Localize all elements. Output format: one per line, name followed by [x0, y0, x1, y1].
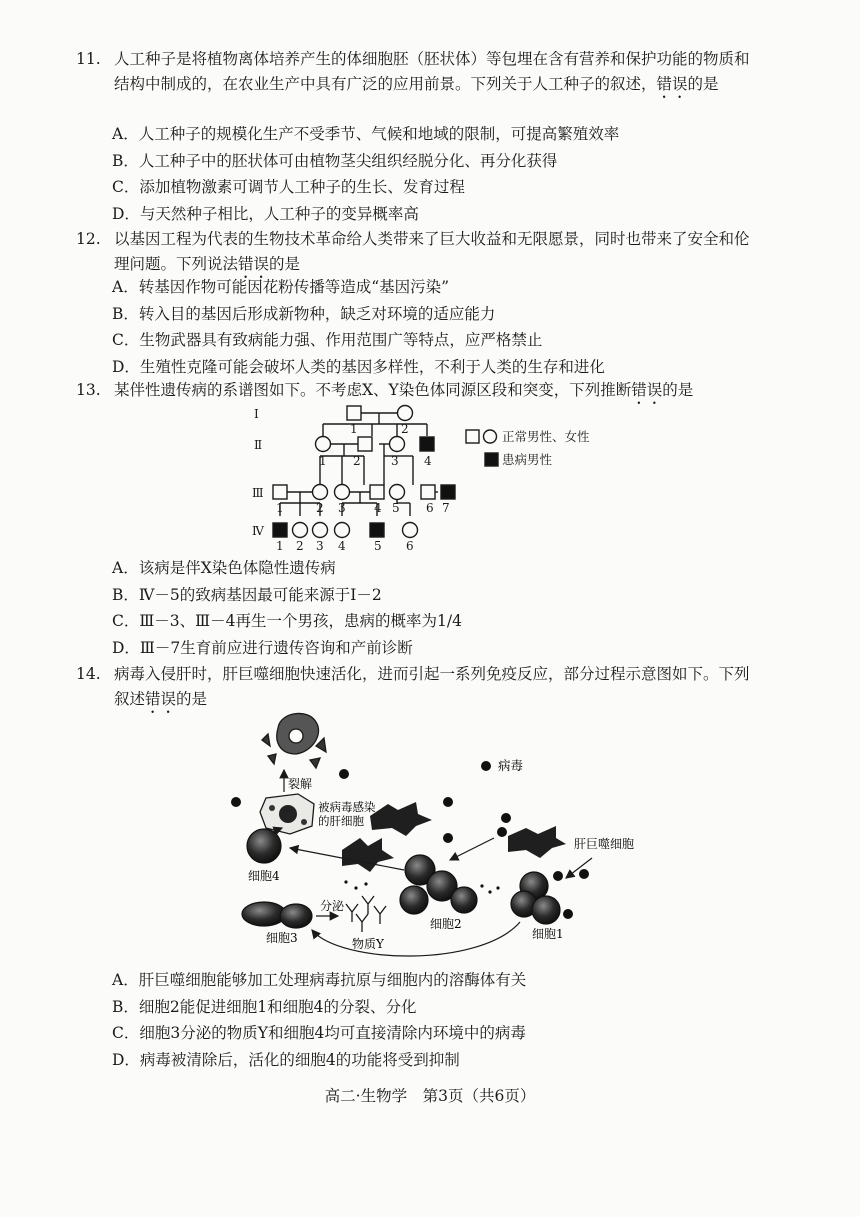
- individual-number: 2: [401, 422, 409, 436]
- individual-number: 7: [442, 501, 450, 515]
- option-c: C．生物武器具有致病能力强、作用范围广等特点，应严格禁止: [112, 331, 543, 349]
- cell-3-label: 细胞3: [266, 931, 298, 945]
- question-stem: 某伴性遗传病的系谱图如下。不考虑X、Y染色体同源区段和突变，下列推断错误的是: [114, 381, 694, 399]
- individual-number: 4: [338, 539, 346, 553]
- individual-number: 6: [406, 539, 414, 553]
- individual-number: 2: [353, 454, 361, 468]
- pedigree-female-normal: [335, 485, 350, 500]
- option-d: D．与天然种子相比，人工种子的变异概率高: [112, 204, 419, 223]
- options-11: [112, 121, 772, 227]
- pedigree-female-normal: [313, 485, 328, 500]
- generation-label: Ⅲ: [252, 486, 264, 500]
- pedigree-male-affected: [370, 523, 384, 537]
- option-b: B．细胞2能促进细胞1和细胞4的分裂、分化: [112, 997, 417, 1016]
- macrophage-cells: [342, 802, 566, 872]
- pedigree-male-affected: [273, 523, 287, 537]
- legend-affected-symbol: [485, 453, 498, 466]
- question-stem: 病毒入侵肝时，肝巨噬细胞快速活化，进而引起一系列免疫反应，部分过程示意图如下。下列叙述错误的是: [114, 665, 750, 708]
- individual-number: 4: [424, 454, 432, 468]
- pedigree-female-normal: [403, 523, 418, 538]
- option-d: D．病毒被清除后，活化的细胞4的功能将受到抑制: [112, 1050, 460, 1069]
- antibody-substance-y: [346, 896, 386, 932]
- individual-number: 3: [391, 454, 399, 468]
- pedigree-female-normal: [390, 437, 405, 452]
- individual-number: 6: [426, 501, 434, 515]
- page-footer: 高二·生物学 第3页（共6页）: [324, 1087, 536, 1105]
- option-c: C．Ⅲ－3、Ⅲ－4再生一个男孩，患病的概率为1/4: [112, 612, 462, 630]
- option-d: D．生殖性克隆可能会破坏人类的基因多样性，不利于人类的生存和进化: [112, 357, 605, 376]
- question-number: 14.: [76, 665, 101, 683]
- virus-label: 病毒: [498, 758, 524, 773]
- pedigree-male-normal: [421, 485, 435, 499]
- option-a: A．肝巨噬细胞能够加工处理病毒抗原与细胞内的溶酶体有关: [112, 971, 527, 989]
- option-b: B．人工种子中的胚状体可由植物茎尖组织经脱分化、再分化获得: [112, 151, 558, 170]
- option-d: D．Ⅲ－7生育前应进行遗传咨询和产前诊断: [112, 638, 413, 657]
- pedigree-female-normal: [390, 485, 405, 500]
- pedigree-male-affected: [441, 485, 455, 499]
- pedigree-female-normal: [316, 437, 331, 452]
- individual-number: 1: [350, 422, 358, 436]
- cell-4-label: 细胞4: [248, 869, 280, 883]
- cell-2-label: 细胞2: [430, 917, 462, 931]
- individual-number: 5: [374, 539, 382, 553]
- macrophage-label: 肝巨噬细胞: [574, 837, 635, 851]
- pedigree-female-normal: [335, 523, 350, 538]
- cell-3: [242, 902, 312, 928]
- emphasis-text: 错误: [656, 75, 688, 93]
- individual-number: 3: [316, 539, 324, 553]
- cell-1: [511, 872, 560, 924]
- secrete-label: 分泌: [320, 899, 345, 913]
- option-b: B．Ⅳ－5的致病基因最可能来源于Ⅰ－2: [112, 585, 382, 604]
- emphasis-text: 错误: [145, 690, 177, 708]
- pedigree-male-normal: [358, 437, 372, 451]
- emphasis-text: 错误: [238, 255, 270, 273]
- infected-cell-label: 被病毒感染: [318, 800, 376, 814]
- options-12: [112, 274, 772, 380]
- option-a: A．人工种子的规模化生产不受季节、气候和地域的限制，可提高繁殖效率: [112, 125, 620, 143]
- generation-label: Ⅰ: [254, 407, 259, 421]
- option-a: A．转基因作物可能因花粉传播等造成“基因污染”: [112, 278, 450, 296]
- pedigree-male-normal: [370, 485, 384, 499]
- option-c: C．添加植物激素可调节人工种子的生长、发育过程: [112, 178, 465, 196]
- pedigree-female-normal: [398, 406, 413, 421]
- question-number: 12.: [76, 230, 101, 248]
- pedigree-male-affected: [420, 437, 434, 451]
- pedigree-female-normal: [293, 523, 308, 538]
- individual-number: 1: [276, 539, 284, 553]
- lysed-cell-fragments: [262, 713, 326, 768]
- lysis-label: 裂解: [288, 777, 313, 791]
- pedigree-male-normal: [273, 485, 287, 499]
- question-11: [76, 47, 756, 102]
- individual-number: 5: [392, 501, 400, 515]
- legend-affected-label: 患病男性: [502, 452, 553, 467]
- cell-4: [247, 829, 281, 863]
- individual-number: 4: [374, 501, 382, 515]
- pedigree-male-normal: [347, 406, 361, 420]
- emphasis-text: 错误: [631, 381, 663, 399]
- legend-normal-label: 正常男性、女性: [502, 429, 590, 444]
- legend-female-symbol: [484, 430, 497, 443]
- individual-number: 2: [296, 539, 304, 553]
- question-number: 13.: [76, 381, 101, 399]
- substance-y-label: 物质Y: [352, 937, 384, 951]
- options-14: [112, 967, 772, 1073]
- cell-1-label: 细胞1: [532, 927, 564, 941]
- question-number: 11.: [76, 50, 101, 68]
- individual-number: 1: [319, 454, 327, 468]
- cell-2: [400, 855, 477, 914]
- generation-label: Ⅱ: [254, 438, 263, 452]
- option-b: B．转入目的基因后形成新物种，缺乏对环境的适应能力: [112, 304, 496, 323]
- immune-response-diagram: [220, 708, 640, 963]
- pedigree-female-normal: [313, 523, 328, 538]
- individual-number: 2: [316, 501, 324, 515]
- pedigree-chart: [240, 400, 610, 555]
- question-stem: 人工种子是将植物离体培养产生的体细胞胚（胚状体）等包埋在含有营养和保护功能的物质和结构中制成的，在农业生产中具有广泛的应用前景。下列关于人工种子的叙述，错误的是: [114, 50, 750, 93]
- option-a: A．该病是伴X染色体隐性遗传病: [112, 559, 336, 577]
- legend-male-symbol: [466, 430, 479, 443]
- infected-liver-cell: [260, 794, 314, 834]
- infected-cell-label: 的肝细胞: [318, 814, 364, 828]
- options-13: [112, 555, 772, 661]
- option-c: C．细胞3分泌的物质Y和细胞4均可直接清除内环境中的病毒: [112, 1024, 526, 1042]
- individual-number: 1: [276, 501, 284, 515]
- question-stem: 以基因工程为代表的生物技术革命给人类带来了巨大收益和无限愿景，同时也带来了安全和伦理问题。下列说法错误的是: [114, 230, 750, 273]
- generation-label: Ⅳ: [252, 524, 264, 538]
- individual-number: 3: [338, 501, 346, 515]
